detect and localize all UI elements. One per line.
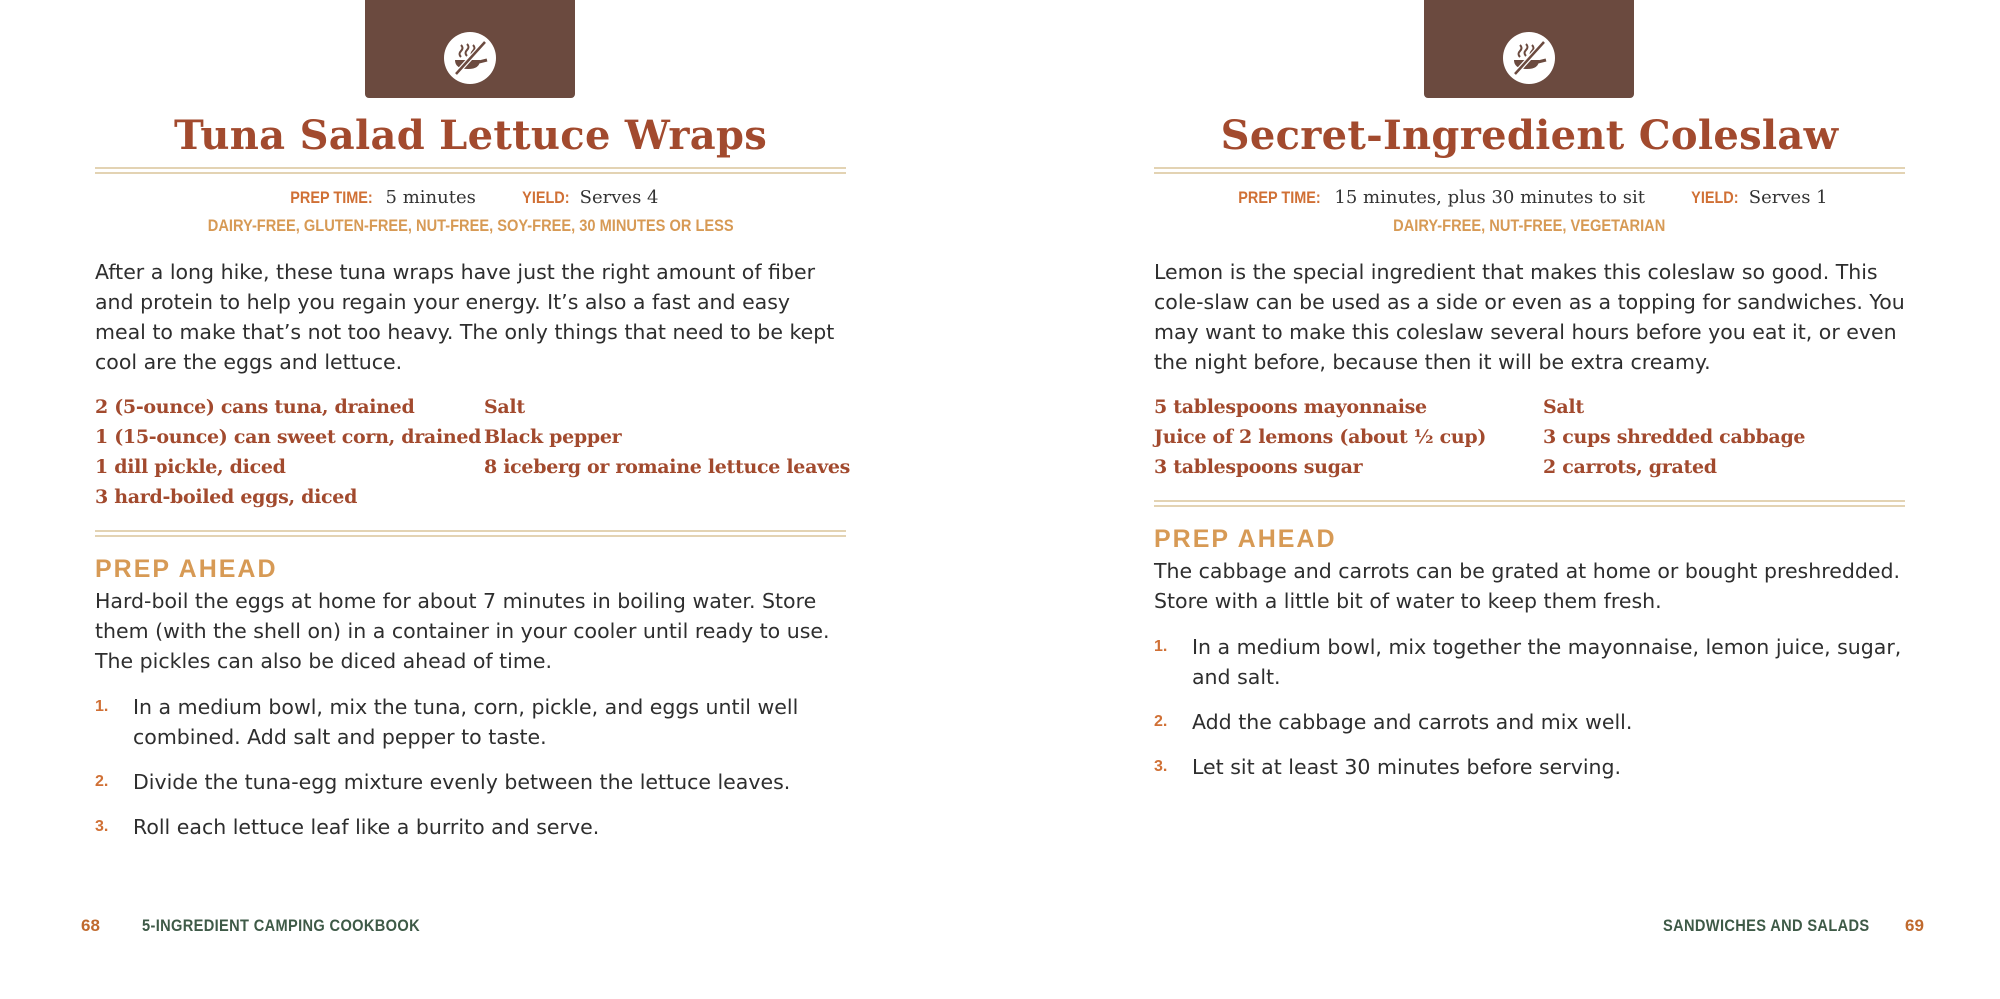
- no-cook-icon: [444, 32, 496, 84]
- ingredients-list: [95, 392, 851, 512]
- running-head: [142, 914, 465, 938]
- ingredients-column-2: [1543, 392, 1805, 482]
- step-number: 2.: [1154, 713, 1168, 730]
- yield-value: Serves 1: [1748, 187, 1828, 208]
- ingredient-item: 2 carrots, grated: [1543, 456, 1717, 478]
- ingredient-item: 8 iceberg or romaine lettuce leaves: [484, 456, 851, 478]
- prep-time-label: PREP TIME:: [1238, 188, 1322, 207]
- prep-time-label: PREP TIME:: [289, 188, 373, 207]
- recipe-tab: [1424, 0, 1634, 98]
- page-footer: [81, 914, 100, 938]
- running-head-text: SANDWICHES AND SALADS: [1663, 916, 1870, 935]
- recipe-title: Tuna Salad Lettuce Wraps: [173, 112, 768, 159]
- ingredient-item: 2 (5-ounce) cans tuna, drained: [95, 396, 415, 418]
- yield-label: YIELD:: [1691, 188, 1739, 207]
- step-text: In a medium bowl, mix together the mayonnaise, lemon juice, sugar, and salt.: [1192, 635, 1902, 689]
- yield-value: Serves 4: [579, 187, 659, 208]
- ingredients-column-1: [95, 392, 481, 512]
- step-text: Roll each lettuce leaf like a burrito and serve.: [133, 815, 600, 839]
- recipe-intro: Lemon is the special ingredient that makes this coleslaw so good. This cole-slaw can be used as a side or even as a topping for sandwiches. You may want to make this coleslaw several hours before you eat it, or even the night before, because then it will be extra creamy.: [1154, 260, 1905, 374]
- ingredient-item: 3 tablespoons sugar: [1154, 456, 1363, 478]
- ingredient-item: Juice of 2 lemons (about ½ cup): [1154, 426, 1487, 448]
- ingredient-item: 3 cups shredded cabbage: [1543, 426, 1806, 448]
- step-text: Let sit at least 30 minutes before serving.: [1192, 755, 1622, 779]
- prep-time-value: 5 minutes: [385, 187, 476, 208]
- step-number: 1.: [1154, 638, 1168, 655]
- page-footer: [1905, 914, 1924, 938]
- recipe-title: Secret-Ingredient Coleslaw: [1220, 112, 1839, 159]
- no-cook-icon: [1503, 32, 1555, 84]
- step-number: 1.: [95, 698, 109, 715]
- ingredients-column-2: [484, 392, 850, 482]
- recipe-tab: [365, 0, 575, 98]
- page-number: 68: [81, 916, 100, 935]
- ingredient-item: 3 hard-boiled eggs, diced: [95, 486, 358, 508]
- right-page: [1060, 0, 2000, 999]
- recipe-intro: After a long hike, these tuna wraps have just the right amount of fiber and protein to help you regain your energy. It’s also a fast and easy meal to make that’s not too heavy. The only things that need to be kept cool are the eggs and lettuce.: [95, 260, 835, 374]
- direction-step: [1154, 752, 1905, 782]
- diet-tags-text: DAIRY-FREE, GLUTEN-FREE, NUT-FREE, SOY-FREE, 30 MINUTES OR LESS: [207, 216, 734, 235]
- title-rule: [95, 167, 846, 174]
- directions-list: [95, 692, 846, 857]
- directions-list: [1154, 632, 1905, 797]
- prep-ahead-text: Hard-boil the eggs at home for about 7 minutes in boiling water. Store them (with the shell on) in a container in your cooler until ready to use. The pickles can also be diced ahead of time.: [95, 589, 830, 673]
- ingredients-column-1: [1154, 392, 1486, 482]
- diet-tags: [95, 214, 846, 238]
- prep-ahead-heading: PREP AHEAD: [95, 555, 278, 583]
- title-rule: [1154, 167, 1905, 174]
- section-rule: [95, 530, 846, 537]
- recipe-meta: [95, 184, 846, 211]
- diet-tags: [1154, 214, 1905, 238]
- ingredient-item: 1 dill pickle, diced: [95, 456, 286, 478]
- step-number: 2.: [95, 773, 109, 790]
- step-number: 3.: [95, 818, 109, 835]
- step-number: 3.: [1154, 758, 1168, 775]
- section-rule: [1154, 500, 1905, 507]
- prep-ahead-heading: PREP AHEAD: [1154, 525, 1337, 553]
- ingredient-item: Salt: [1543, 396, 1584, 418]
- direction-step: [95, 812, 846, 842]
- running-head: [1663, 914, 1903, 938]
- running-head-text: 5-INGREDIENT CAMPING COOKBOOK: [142, 916, 421, 935]
- recipe-meta: [1154, 184, 1905, 211]
- direction-step: [1154, 707, 1905, 737]
- ingredient-item: Black pepper: [484, 426, 622, 448]
- page-number: 69: [1905, 916, 1924, 935]
- diet-tags-text: DAIRY-FREE, NUT-FREE, VEGETARIAN: [1393, 216, 1666, 235]
- step-text: Add the cabbage and carrots and mix well.: [1192, 710, 1633, 734]
- direction-step: [95, 692, 846, 752]
- prep-ahead-text: The cabbage and carrots can be grated at home or bought preshredded. Store with a little bit of water to keep them fresh.: [1154, 559, 1900, 613]
- step-text: Divide the tuna-egg mixture evenly between the lettuce leaves.: [133, 770, 791, 794]
- prep-time-value: 15 minutes, plus 30 minutes to sit: [1334, 187, 1645, 208]
- ingredient-item: Salt: [484, 396, 525, 418]
- ingredient-item: 1 (15-ounce) can sweet corn, drained: [95, 426, 482, 448]
- direction-step: [1154, 632, 1905, 692]
- ingredient-item: 5 tablespoons mayonnaise: [1154, 396, 1427, 418]
- ingredients-list: [1154, 392, 1905, 482]
- direction-step: [95, 767, 846, 797]
- yield-label: YIELD:: [522, 188, 570, 207]
- step-text: In a medium bowl, mix the tuna, corn, pickle, and eggs until well combined. Add salt and pepper to taste.: [133, 695, 799, 749]
